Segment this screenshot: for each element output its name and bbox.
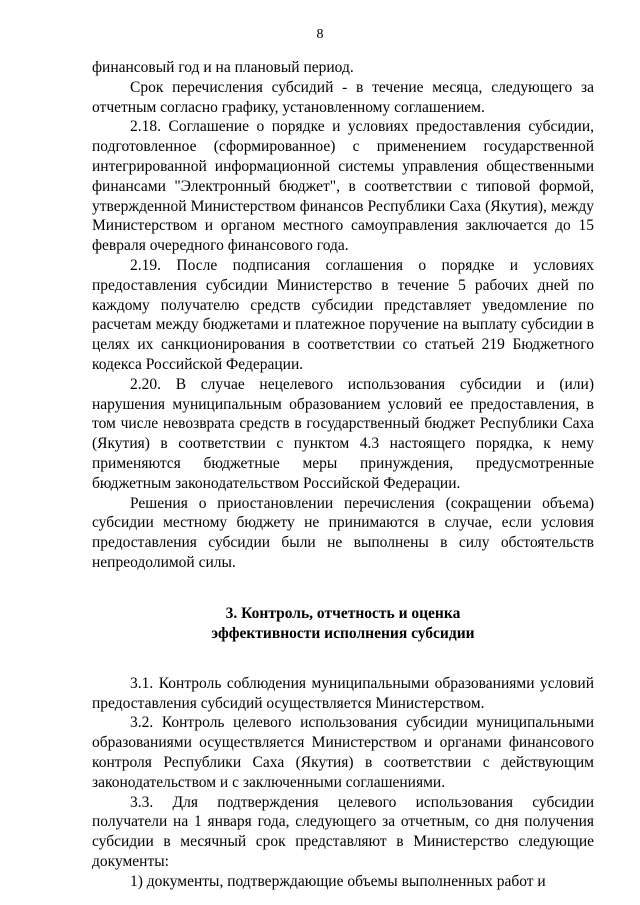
paragraph: 2.20. В случае нецелевого использования субсидии и (или) нарушения муниципальным образованием условий ее предоставления, в том числе невозврата средств в государственный бюджет Республики Саха (Якутия) в соответствии с пунктом 4.3 настоящего порядка, к нему применяются бюджетные меры принуждения, предусмотренные бюджетным законодательством Российской Федерации. bbox=[92, 375, 594, 492]
paragraph: Срок перечисления субсидий - в течение месяца, следующего за отчетным согласно графику, установленному соглашением. bbox=[92, 78, 594, 116]
section-heading bbox=[92, 604, 594, 644]
page-content bbox=[92, 58, 594, 891]
paragraph: Решения о приостановлении перечисления (сокращении объема) субсидии местному бюджету не принимаются в случае, если условия предоставления субсидии были не выполнены в силу обстоятельств непреодолимой силы. bbox=[92, 494, 594, 571]
section-heading-line: 3. Контроль, отчетность и оценка bbox=[225, 604, 461, 622]
page-number: 8 bbox=[316, 27, 324, 42]
paragraph: 3.2. Контроль целевого использования субсидии муниципальными образованиями осуществляется Министерством и органами финансового контроля Республики Саха (Якутия) в соответствии с действующим законодательством и с заключенными соглашениями. bbox=[92, 714, 594, 791]
paragraph: 2.19. После подписания соглашения о порядке и условиях предоставления субсидии Министерство в течение 5 рабочих дней по каждому получателю средств субсидии представляет уведомление по расчетам между бюджетами и платежное поручение на выплату субсидии в целях их санкционирования в соответствии со статьей 219 Бюджетного кодекса Российской Федерации. bbox=[92, 256, 594, 373]
paragraph: финансовый год и на плановый период. bbox=[92, 59, 354, 76]
section-heading-line: эффективности исполнения субсидии bbox=[211, 624, 475, 642]
paragraph: 3.3. Для подтверждения целевого использования субсидии получатели на 1 января года, следующего за отчетным, со дня получения субсидии в месячный срок представляют в Министерство следующие документы: bbox=[92, 793, 594, 870]
paragraph: 2.18. Соглашение о порядке и условиях предоставления субсидии, подготовленное (сформированное) с применением государственной интегрированной информационной системы управления общественными финансами "Электронный бюджет", в соответствии с типовой формой, утвержденной Министерством финансов Республики Саха (Якутия), между Министерством и органом местного самоуправления заключается до 15 февраля очередного финансового года. bbox=[92, 118, 594, 255]
paragraph: 3.1. Контроль соблюдения муниципальными образованиями условий предоставления субсидий осуществляется Министерством. bbox=[92, 674, 594, 712]
paragraph: 1) документы, подтверждающие объемы выполненных работ и bbox=[130, 872, 546, 890]
